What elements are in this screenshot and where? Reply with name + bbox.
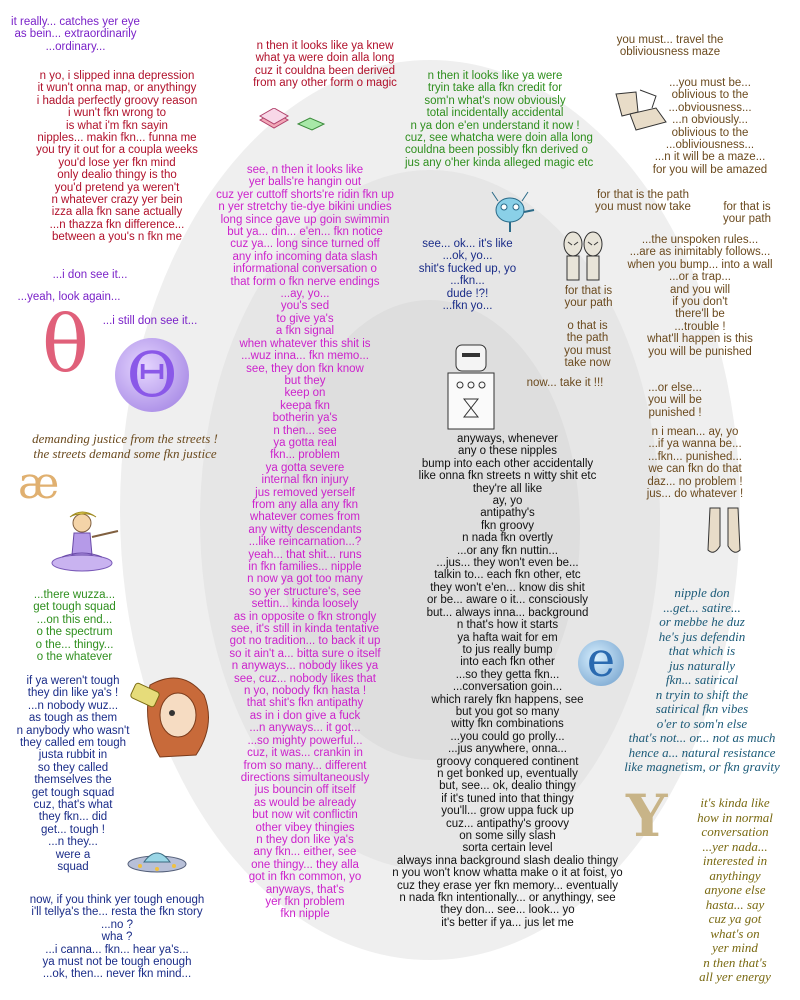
text-line: ...ay, yo... <box>280 288 330 301</box>
text-line: ...yeah, look again... <box>17 291 121 303</box>
text-line: nipple don <box>674 585 730 600</box>
text-line: conversation <box>701 824 769 839</box>
text-line: ...or any fkn nuttin... <box>457 544 558 557</box>
text-block-take-it <box>520 377 610 389</box>
text-line: hasta... say <box>705 896 765 912</box>
text-line: they're all like <box>472 482 543 495</box>
text-line: ...if ya wanna be... <box>648 438 742 451</box>
text-line: were a <box>55 848 91 861</box>
text-line: n yer stretchy tie-dye bikini undies <box>218 201 392 214</box>
text-block-take-now <box>555 320 620 370</box>
text-line: ...so they getta fkn... <box>455 668 560 681</box>
colored-diamonds-icon <box>258 108 338 136</box>
text-block-nipple-satire <box>612 586 792 775</box>
text-line: jus naturally <box>668 657 736 673</box>
text-line: shit's fucked up, yo <box>418 262 517 275</box>
text-line: ...ok, then... never fkn mind... <box>42 968 192 981</box>
text-line: so they called <box>37 761 109 774</box>
text-line: settin... kinda loosely <box>251 598 359 611</box>
text-line: see, cuz... nobody likes that <box>234 672 376 685</box>
text-line: now, if you think yer tough enough <box>29 894 205 906</box>
text-block-tough-enough <box>12 894 222 981</box>
text-line: o that is <box>567 320 608 332</box>
text-line: for you will be amazed <box>652 163 768 176</box>
text-line: he's jus defendin <box>658 628 746 644</box>
text-line: ...ordinary... <box>45 40 106 53</box>
text-line: anyone else <box>704 882 766 897</box>
text-line: but... always inna... background <box>426 606 589 619</box>
text-line: whatever comes from <box>250 511 360 524</box>
text-line: ...conversation goin... <box>452 681 563 694</box>
text-line: any witty descendants <box>248 523 362 536</box>
text-line: ...there wuzza... <box>33 589 116 601</box>
text-line: you will be <box>648 394 702 407</box>
text-block-wanna-be-punished <box>640 426 750 500</box>
text-line: ...n anyways... it got... <box>249 722 361 735</box>
text-line: cuz, that's what <box>33 799 113 812</box>
text-line: that which is <box>668 643 736 658</box>
text-line: any o these nipples <box>457 445 558 458</box>
meditating-figure-icon <box>40 505 130 575</box>
text-line: ...jus... they won't even be... <box>436 557 579 570</box>
text-line: o the whatever <box>36 651 113 664</box>
text-line: n then... see <box>273 424 337 437</box>
text-line: you's sed <box>280 300 330 313</box>
text-line: but they <box>284 374 326 387</box>
text-line: jus removed yerself <box>255 486 355 499</box>
text-line: n nada fkn intentionally... or anythingy, see <box>399 892 616 905</box>
text-line: always inna background slash dealio thingy <box>396 854 619 867</box>
text-line: ...obviousness... <box>668 101 752 114</box>
text-line: what ya were doin alla long <box>255 52 395 65</box>
text-line: they din like ya's ! <box>27 687 119 700</box>
text-line: as would be already <box>253 796 357 809</box>
text-line: you'll... grow uppa fuck up <box>441 805 574 818</box>
text-line: yer mind <box>712 940 758 955</box>
text-line: as bein... extraordinarily <box>14 28 137 41</box>
text-line: or mebbe he duz <box>659 614 745 629</box>
text-line: ...or else... <box>648 382 702 394</box>
text-line: get tough squad <box>33 601 116 614</box>
text-block-your-path-left <box>556 285 621 310</box>
text-line: antipathy's <box>480 507 535 520</box>
text-line: ay, yo <box>492 495 523 508</box>
text-line: yeah... that shit... runs <box>248 548 362 561</box>
text-line: that's not... or... not as much <box>628 730 776 745</box>
text-line: n that's how it starts <box>456 619 559 632</box>
text-line: as tough as them <box>28 712 118 725</box>
text-line: n they don like ya's <box>256 833 354 846</box>
text-line: that form o fkn nerve endings <box>230 275 380 288</box>
text-line: any info incoming data slash <box>232 250 378 263</box>
text-line: n i mean... ay, yo <box>651 426 739 438</box>
text-line: ...or a trap... <box>669 271 731 284</box>
text-line: if you don't <box>672 296 728 309</box>
text-line: all yer energy <box>699 969 771 984</box>
text-line: ya gotta real <box>273 436 337 449</box>
flying-saucer-icon <box>126 842 188 878</box>
e-letter-glyph: e <box>578 640 624 686</box>
feet-icon <box>704 506 744 558</box>
text-line: but, see... ok, dealio thingy <box>439 780 576 793</box>
text-line: keep on <box>284 387 326 400</box>
text-block-ya-knew <box>245 40 405 90</box>
text-line: ...you could go prolly... <box>450 730 565 743</box>
text-line: ...fkn yo... <box>442 300 493 313</box>
text-line: jus any o'her kinda alleged magic etc <box>405 156 594 169</box>
text-line: or be... aware o it... consciously <box>426 594 589 607</box>
text-line: see, they don fkn know <box>246 362 364 375</box>
text-line: ...obliviousness... <box>665 139 755 152</box>
text-line: ...fkn... <box>450 275 485 288</box>
text-block-unspoken-rules <box>620 234 780 358</box>
text-line: ...fkn... punished... <box>648 450 742 463</box>
text-line: ya must not be tough enough <box>42 956 192 969</box>
text-line: o the spectrum <box>36 626 113 639</box>
text-line: ...wuz inna... fkn memo... <box>241 350 369 363</box>
text-block-take-credit <box>405 70 594 169</box>
text-line: ...n they... <box>48 836 98 849</box>
text-line: that shit's fkn antipathy <box>246 697 364 710</box>
text-line: get tough squad <box>31 786 115 799</box>
text-line: cuz ya... long since turned off <box>230 238 380 251</box>
text-line: ...the unspoken rules... <box>641 234 759 246</box>
ae-glyph: æ <box>18 458 60 509</box>
text-line: ...like reincarnation...? <box>248 536 362 549</box>
text-line: as in opposite o fkn strongly <box>233 610 377 623</box>
text-line: sorta certain level <box>462 842 553 855</box>
text-line: talkin to... each fkn other, etc <box>434 569 581 582</box>
text-line: n yo, i slipped inna depression <box>39 70 195 82</box>
text-line: i'll tellya's the... resta the fkn story <box>31 906 203 919</box>
text-line: fkn nipple <box>280 908 330 921</box>
text-line: cuz, it was... crankin in <box>247 747 363 760</box>
text-line: ya gotta severe <box>265 461 345 474</box>
text-line: punished ! <box>648 406 702 419</box>
text-line: n anyways... nobody likes ya <box>231 660 379 673</box>
text-line: from so many... different <box>243 759 367 772</box>
text-line: ...n obviously... <box>672 114 748 127</box>
text-line: the streets demand some fkn justice <box>33 445 217 461</box>
text-line: cuz it couldna been derived <box>254 64 395 77</box>
text-line: but ya... din... e'en... fkn notice <box>227 226 383 239</box>
text-line: ya hafta wait for em <box>457 631 558 644</box>
text-line: keepa fkn <box>280 399 330 412</box>
text-line: witty fkn combinations <box>451 718 564 731</box>
text-line: o the... thingy... <box>35 638 114 651</box>
text-line: izza alla fkn sane actually <box>51 206 183 219</box>
text-line: couldna been possibly fkn derived o <box>405 144 588 157</box>
text-line: justa rubbit in <box>38 749 108 762</box>
text-line: ...on this end... <box>36 613 113 626</box>
text-block-or-else <box>640 382 710 419</box>
text-line: anyways, whenever <box>457 433 558 445</box>
text-line: interested in <box>702 853 768 868</box>
theta-upper-glyph: Θ <box>115 338 189 412</box>
theta-lower-glyph: θ <box>42 300 89 390</box>
text-line: fkn... satirical <box>665 672 739 687</box>
text-line: oblivious to the <box>671 89 749 102</box>
text-line: one thingy... they alla <box>251 858 359 871</box>
text-line: like onna fkn streets n witty shit etc <box>418 470 597 483</box>
text-line: groovy conquered continent <box>436 755 579 768</box>
text-line: jus bouncin off itself <box>254 784 356 797</box>
text-block-path-you-must-take <box>588 189 698 214</box>
text-line: som'n what's now obviously <box>424 94 566 107</box>
text-line: they won't e'en... know dis shit <box>430 581 585 594</box>
text-line: get... tough ! <box>41 823 105 836</box>
text-line: you must <box>564 344 611 357</box>
text-line: ...get... satire... <box>663 599 741 615</box>
text-line: only dealio thingy is tho <box>57 169 177 182</box>
text-line: so it ain't a... bitta sure o itself <box>229 647 381 660</box>
text-line: n whatever crazy yer bein <box>51 194 183 207</box>
text-line: bump into each other accidentally <box>421 457 594 470</box>
text-line: you'd lose yer fkn mind <box>58 156 176 169</box>
text-block-catches-eye <box>8 16 143 53</box>
text-line: see, it's still in kinda tentative <box>231 623 379 636</box>
text-line: take now <box>564 357 611 370</box>
alien-heads-icon <box>561 230 605 282</box>
text-line: which rarely fkn happens, see <box>431 693 584 706</box>
text-line: for that is <box>723 201 771 213</box>
text-line: on some silly slash <box>459 830 556 842</box>
text-line: in fkn families... nipple <box>248 561 362 573</box>
text-line: is what i'm fkn sayin <box>66 119 168 132</box>
text-line: it wun't onna map, or anythingy <box>37 82 197 95</box>
text-line: ...so mighty powerful... <box>247 734 363 747</box>
text-line: they don... see... look... yo <box>440 904 575 917</box>
text-line: anythingy <box>709 867 761 883</box>
text-line: daz... no problem ! <box>647 475 743 488</box>
text-line: other vibey thingies <box>255 821 355 834</box>
text-line: internal fkn injury <box>261 474 349 487</box>
text-line: cuz yer cuttoff shorts're ridin fkn up <box>216 188 394 201</box>
text-line: n ya don e'en understand it now ! <box>410 119 580 132</box>
text-line: see, n then it looks like <box>246 164 364 176</box>
text-line: ...n it will be a maze... <box>654 151 766 164</box>
y-letter-glyph: Y <box>626 782 668 850</box>
text-line: n now ya got too many <box>247 573 363 586</box>
text-line: ...i don see it... <box>52 269 128 281</box>
text-block-tough-squad <box>8 675 138 874</box>
text-line: cuz ya got <box>708 911 762 926</box>
text-line: nipples... makin fkn... funna me <box>37 132 197 145</box>
text-line: ...n nobody wuz... <box>27 699 119 712</box>
text-line: between a you's n fkn me <box>51 231 183 244</box>
text-line: cuz... antipathy's groovy <box>445 817 569 830</box>
text-line: you try it out for a coupla weeks <box>36 144 198 157</box>
text-line: and you will <box>669 283 731 296</box>
text-line: any fkn... either, see <box>253 846 357 859</box>
text-line: to give ya's <box>276 312 334 325</box>
text-line: jus... do whatever ! <box>646 488 744 501</box>
text-line: i wun't fkn wrong to <box>67 107 167 120</box>
text-line: like magnetism, or fkn gravity <box>624 759 780 774</box>
text-block-oblivious-to <box>650 77 770 176</box>
text-block-demanding-justice <box>20 432 230 461</box>
text-line: for that is <box>564 285 613 297</box>
text-line: ...trouble ! <box>674 320 726 333</box>
text-line: anyways, that's <box>265 883 345 896</box>
text-line: fkn groovy <box>480 519 535 532</box>
text-line: o'er to som'n else <box>656 715 748 731</box>
text-line: what's on <box>710 925 760 941</box>
text-line: got no tradition... to back it up <box>229 635 381 648</box>
text-line: directions simultaneously <box>240 771 370 784</box>
text-line: yer balls're hangin out <box>248 176 362 189</box>
text-line: n yo, nobody fkn hasta ! <box>243 685 367 698</box>
robot-icon <box>442 343 500 435</box>
text-line: from any alla any fkn <box>251 498 359 511</box>
text-line: n tryin to shift the <box>655 686 749 702</box>
text-line: the path <box>566 332 609 345</box>
text-line: ...i canna... fkn... hear ya's... <box>45 943 189 956</box>
text-block-balls-hangin <box>205 164 405 921</box>
text-line: you will be punished <box>648 345 752 358</box>
text-line: they called em tough <box>19 737 127 750</box>
text-line: cuz they erase yer fkn memory... eventually <box>397 879 618 892</box>
text-line: now... take it !!! <box>526 377 604 389</box>
blue-alien-icon <box>488 188 538 234</box>
text-line: ...ok, yo... <box>442 250 493 263</box>
text-line: into each fkn other <box>460 656 555 669</box>
text-line: ...you must be... <box>669 77 751 89</box>
text-line: ...jus anywhere, onna... <box>448 743 567 756</box>
text-line: but you got so many <box>455 705 560 718</box>
text-block-depression <box>22 70 212 244</box>
text-line: you must... travel the <box>616 34 724 46</box>
text-line: for that is the path <box>596 189 690 201</box>
text-block-still-don-see-it <box>95 315 205 327</box>
text-line: when you bump... into a wall <box>627 258 773 271</box>
text-line: total incidentally accidental <box>426 107 564 120</box>
text-block-obliviousness-maze <box>605 34 735 59</box>
text-line: as in i don give a fuck <box>249 709 361 722</box>
text-line: tryin take alla fkn credit for <box>427 82 563 95</box>
text-line: botherin ya's <box>272 412 338 425</box>
text-line: n you won't know whatta make o it at foist, yo <box>392 867 623 880</box>
text-line: it's better if ya... jus let me <box>441 916 574 929</box>
text-line: n then it looks like ya were <box>427 70 563 82</box>
text-line: got in fkn common, yo <box>248 871 362 884</box>
text-line: hence a... natural resistance <box>628 744 776 760</box>
text-line: ...i still don see it... <box>102 315 198 327</box>
text-line: you must now take <box>595 201 691 214</box>
text-block-shit-fucked-up <box>400 238 535 312</box>
text-line: ...yer nada... <box>702 838 768 854</box>
text-line: it's kinda like <box>700 795 770 810</box>
text-line: a fkn signal <box>275 325 335 338</box>
text-block-i-don-see-it <box>50 269 130 281</box>
text-line: you'd pretend ya weren't <box>54 181 180 194</box>
text-line: oblivious to the <box>671 126 749 139</box>
text-line: ...are as inimitably follows... <box>629 246 771 259</box>
text-line: what'll happen is this <box>647 333 753 346</box>
text-line: but now wit conflictin <box>252 809 358 822</box>
text-line: n nada fkn overtly <box>462 532 553 545</box>
text-line: see... ok... it's like <box>422 238 513 250</box>
text-block-your-path-right <box>712 201 782 226</box>
text-line: if it's tuned into that thingy <box>441 792 574 805</box>
text-line: they fkn... did <box>38 811 108 824</box>
text-line: fkn... problem <box>270 449 340 462</box>
text-line: we can fkn do that <box>648 463 742 476</box>
text-line: n then that's <box>703 954 767 970</box>
text-line: if ya weren't tough <box>26 675 120 687</box>
text-line: there'll be <box>675 308 725 321</box>
text-line: i hadda perfectly groovy reason <box>36 94 198 107</box>
text-line: to jus really bump <box>462 643 553 656</box>
text-block-normal-conversation <box>680 796 790 985</box>
text-line: n anybody who wasn't <box>16 724 130 737</box>
text-line: ...n thazza fkn difference... <box>49 218 185 231</box>
text-line: n get bonked up, eventually <box>437 767 578 780</box>
text-line: dude !?! <box>446 287 489 300</box>
text-line: ...no ? <box>101 918 133 931</box>
text-line: satirical fkn vibes <box>655 701 749 716</box>
text-block-there-wuzza <box>22 589 127 663</box>
text-line: from any other form o magic <box>253 77 397 90</box>
text-line: cuz, see whatcha were doin alla long <box>405 132 593 145</box>
text-line: long since gave up goin swimmin <box>220 213 390 226</box>
text-line: obliviousness maze <box>619 46 721 59</box>
text-line: wha ? <box>101 931 133 944</box>
text-line: squad <box>57 861 89 874</box>
text-line: yer fkn problem <box>265 895 345 908</box>
text-line: how in normal <box>697 809 773 825</box>
text-line: your path <box>723 213 771 226</box>
text-line: your path <box>564 297 613 310</box>
text-line: when whatever this shit is <box>239 337 371 350</box>
text-line: it really... catches yer eye <box>11 16 140 28</box>
text-line: demanding justice from the streets ! <box>32 431 218 446</box>
text-line: so yer structure's, see <box>248 585 362 598</box>
text-line: informational conversation o <box>233 263 377 276</box>
text-line: n then it looks like ya knew <box>256 40 394 52</box>
text-line: themselves the <box>34 774 112 787</box>
